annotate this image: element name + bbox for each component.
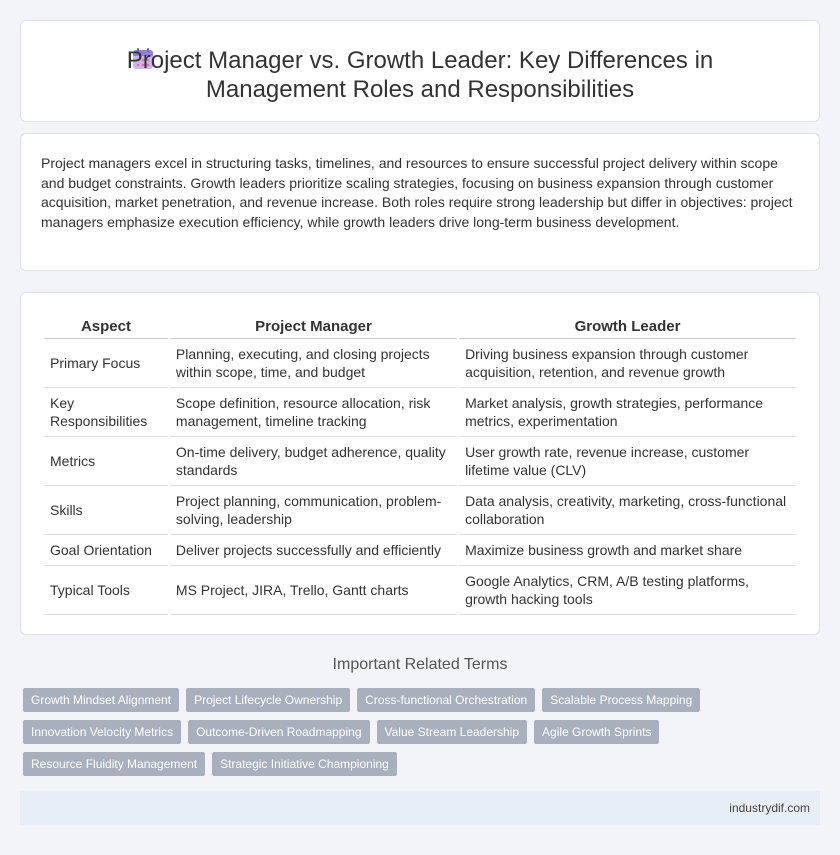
cell-aspect: Typical Tools bbox=[44, 566, 168, 615]
related-term-tag[interactable]: Innovation Velocity Metrics bbox=[23, 720, 181, 744]
cell-project-manager: Deliver projects successfully and efficiently bbox=[170, 535, 457, 566]
cell-aspect: Metrics bbox=[44, 437, 168, 486]
related-term-tag[interactable]: Agile Growth Sprints bbox=[534, 720, 659, 744]
page-title bbox=[21, 46, 819, 104]
cell-growth-leader: User growth rate, revenue increase, customer lifetime value (CLV) bbox=[459, 437, 796, 486]
related-term-tag[interactable]: Scalable Process Mapping bbox=[542, 688, 700, 712]
cell-project-manager: Planning, executing, and closing projects within scope, time, and budget bbox=[170, 339, 457, 388]
header-growth-leader: Growth Leader bbox=[459, 315, 796, 339]
cell-growth-leader: Market analysis, growth strategies, performance metrics, experimentation bbox=[459, 388, 796, 437]
table-header-row bbox=[44, 315, 796, 339]
comparison-table bbox=[42, 315, 798, 615]
header-aspect: Aspect bbox=[44, 315, 168, 339]
table-row bbox=[44, 486, 796, 535]
cell-project-manager: MS Project, JIRA, Trello, Gantt charts bbox=[170, 566, 457, 615]
footer bbox=[20, 791, 820, 825]
cell-project-manager: Scope definition, resource allocation, risk management, timeline tracking bbox=[170, 388, 457, 437]
page-title-line-1: Project Manager vs. Growth Leader: Key Differences in bbox=[126, 47, 714, 74]
cell-aspect: Key Responsibilities bbox=[44, 388, 168, 437]
related-terms-title: Important Related Terms bbox=[332, 656, 508, 673]
related-term-tag[interactable]: Strategic Initiative Championing bbox=[212, 752, 397, 776]
footer-site-link[interactable]: industrydif.com bbox=[729, 801, 810, 815]
related-term-tag[interactable]: Growth Mindset Alignment bbox=[23, 688, 179, 712]
title-card bbox=[20, 20, 820, 122]
comparison-card bbox=[20, 292, 820, 635]
cell-aspect: Goal Orientation bbox=[44, 535, 168, 566]
cell-project-manager: On-time delivery, budget adherence, quality standards bbox=[170, 437, 457, 486]
header-project-manager: Project Manager bbox=[170, 315, 457, 339]
cell-aspect: Primary Focus bbox=[44, 339, 168, 388]
related-term-tag[interactable]: Project Lifecycle Ownership bbox=[186, 688, 350, 712]
related-term-tag[interactable]: Resource Fluidity Management bbox=[23, 752, 205, 776]
cell-growth-leader: Driving business expansion through customer acquisition, retention, and revenue growth bbox=[459, 339, 796, 388]
table-row bbox=[44, 566, 796, 615]
summary-paragraph: Project managers excel in structuring tasks, timelines, and resources to ensure successful project delivery within scope and budget constraints. Growth leaders prioritize scaling strategies, focusing on business expansion through customer acquisition, market penetration, and revenue increase. Both roles require strong leadership but differ in objectives: project managers emphasize execution efficiency, while growth leaders drive long-term business development. bbox=[41, 155, 793, 230]
table-row bbox=[44, 388, 796, 437]
related-term-tag[interactable]: Cross-functional Orchestration bbox=[357, 688, 535, 712]
cell-aspect: Skills bbox=[44, 486, 168, 535]
table-row bbox=[44, 437, 796, 486]
table-row bbox=[44, 535, 796, 566]
cell-project-manager: Project planning, communication, problem-solving, leadership bbox=[170, 486, 457, 535]
cell-growth-leader: Maximize business growth and market share bbox=[459, 535, 796, 566]
page-title-line-2: Management Roles and Responsibilities bbox=[205, 76, 635, 103]
related-term-tag[interactable]: Value Stream Leadership bbox=[377, 720, 528, 744]
cell-growth-leader: Data analysis, creativity, marketing, cross-functional collaboration bbox=[459, 486, 796, 535]
cell-growth-leader: Google Analytics, CRM, A/B testing platforms, growth hacking tools bbox=[459, 566, 796, 615]
summary-card bbox=[20, 133, 820, 271]
table-row bbox=[44, 339, 796, 388]
related-term-tag[interactable]: Outcome-Driven Roadmapping bbox=[188, 720, 369, 744]
related-terms-list bbox=[23, 688, 803, 776]
